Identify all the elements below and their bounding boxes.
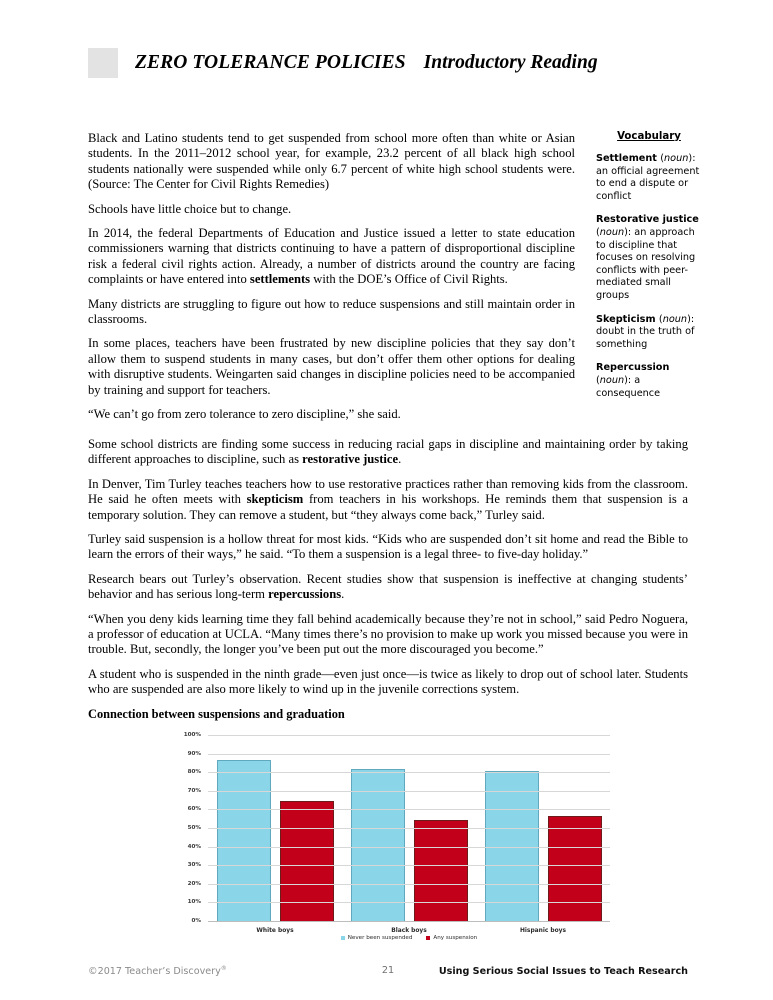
paragraph-text: “When you deny kids learning time they fall behind academically because they’re not in school,” said Pedro Noguera, a professor of education at UCLA. “Many times there’s no provision to make up work you missed because you were in trouble. But, secondly, the longer you’ve been put out the more discouraged you become.”: [88, 611, 688, 657]
paragraph: [88, 532, 688, 563]
chart-legend-item: [426, 935, 477, 941]
chart-y-tick-label: 10%: [187, 899, 201, 906]
paragraph: [88, 336, 575, 398]
vocabulary-sidebar: [596, 131, 702, 411]
chart-bar: [548, 816, 602, 922]
paragraph-text: In some places, teachers have been frustrated by new discipline policies that they say don’t allow them to suspend students in many cases, but don’t offer them other options for dealing with disruptive students. Weingarten said changes in discipline policies need to be accompanied by training and support for teachers.: [88, 336, 575, 397]
vocabulary-definition: : an approach to discipline that focuses on resolving conflicts with peer-mediated small groups: [596, 226, 696, 301]
vocabulary-term-inline: restorative justice: [302, 452, 399, 467]
paragraph-text: Turley said suspension is a hollow threat for most kids. “Kids who are suspended don’t sit home and read the Bible to learn the errors of their ways,” he said. “To them a suspension is a legal three- to five-day holiday.”: [88, 532, 688, 562]
paragraph: [88, 407, 575, 422]
paragraph: [88, 297, 575, 328]
chart-y-tick-label: 60%: [187, 806, 201, 813]
chart-gridline: [191, 918, 610, 924]
vocabulary-entry: [596, 153, 702, 203]
vocabulary-pos-close: ): [688, 153, 693, 164]
vocabulary-term-inline: skepticism: [246, 492, 304, 507]
vocabulary-pos-open: (: [596, 374, 600, 386]
chart-category-label: Black boys: [391, 928, 427, 934]
paragraph: [88, 131, 575, 193]
vocabulary-term-inline: settlements: [249, 272, 311, 287]
paragraph-text: In Denver, Tim Turley teaches teachers how to use restorative practices rather than removing kids from the classroom. He said he often meets with: [88, 476, 688, 507]
vocabulary-heading: Vocabulary: [617, 131, 681, 142]
paragraph-text: Black and Latino students tend to get suspended from school more often than white or Asian students. In the 2011–2012 school year, for example, 23.2 percent of all black high school students nationally were suspended while only 6.7 percent of white high school students were. (Source: The Center for Civil Rights Remedies): [88, 131, 575, 192]
chart-gridline: [187, 769, 610, 776]
chart-legend-swatch: [426, 936, 430, 940]
article-full-width: [88, 437, 688, 698]
chart-gridline: [187, 862, 610, 869]
chart-gridline: [187, 825, 610, 831]
paragraph: [88, 477, 688, 523]
paragraph-text: Schools have little choice but to change.: [88, 201, 292, 216]
chart-gridline: [183, 732, 610, 738]
chart-y-tick-label: 90%: [187, 750, 201, 757]
vocabulary-entry: [596, 362, 702, 400]
header-color-swatch: [88, 48, 118, 78]
vocabulary-part-of-speech: noun: [599, 226, 625, 238]
vocabulary-pos-close: ): [624, 374, 628, 386]
paragraph: [88, 226, 575, 288]
chart-y-tick-label: 70%: [187, 787, 201, 794]
paragraph-text: Research bears out Turley’s observation. Recent studies show that suspension is ineffective at changing students’ behavior and has serious long-term: [88, 571, 688, 602]
chart-title: Connection between suspensions and graduation: [88, 707, 345, 721]
vocabulary-pos-open: (: [596, 226, 600, 238]
chart-bar: [414, 820, 468, 922]
chart-bar: [217, 760, 271, 922]
vocabulary-pos-open: (: [660, 153, 665, 164]
vocabulary-pos-close: ): [687, 313, 691, 325]
chart-gridline: [187, 899, 610, 906]
chart-legend-label: Never been suspended: [347, 935, 413, 941]
chart-bar-group: [342, 736, 476, 934]
chart-category-label: White boys: [256, 928, 294, 934]
chart-bar-group: [476, 736, 610, 934]
vocabulary-term: Skepticism: [596, 313, 659, 325]
vocabulary-pos-close: ): [624, 226, 628, 238]
vocabulary-definition: : an official agreement to end a dispute or conflict: [596, 153, 700, 202]
chart-gridline: [187, 806, 610, 813]
article-column: [88, 131, 575, 423]
paragraph-text: .: [341, 587, 345, 602]
vocabulary-term: Restorative justice: [596, 214, 699, 226]
paragraph-text: In 2014, the federal Departments of Education and Justice issued a letter to state education commissioners warning that districts continuing to have a pattern of disproportional discipline risk a federal civil rights action. Already, a number of districts around the country are facing complaints or have entered into: [88, 226, 575, 287]
chart-bar: [280, 801, 334, 922]
paragraph-text: from teachers in his workshops. He reminds them that suspension is a temporary solution. They can remove a student, but “they always come back,” Turley said.: [88, 492, 688, 522]
chart-gridline: [187, 843, 610, 850]
paragraph: [88, 437, 688, 468]
paragraph-text: Some school districts are finding some success in reducing racial gaps in discipline and maintaining order by taking different approaches to discipline, such as: [88, 437, 688, 467]
chart-bar-groups: [208, 736, 610, 934]
page-header: [88, 48, 688, 78]
chart-legend: [208, 935, 610, 941]
chart-y-tick-label: 100%: [183, 732, 201, 738]
chart-y-tick-label: 30%: [187, 862, 201, 869]
paragraph-text: with the DOE’s Office of Civil Rights.: [310, 272, 508, 287]
vocabulary-definition: : a consequence: [596, 374, 661, 399]
chart-y-tick-label: 50%: [187, 825, 201, 831]
vocabulary-part-of-speech: noun: [664, 153, 689, 164]
suspension-graduation-chart: [150, 730, 630, 945]
vocabulary-term: Repercussion: [596, 362, 670, 374]
paragraph: [88, 667, 688, 698]
paragraph-text: A student who is suspended in the ninth grade—even just once—is twice as likely to drop out of school later. Students who are suspended are also more likely to wind up in the juvenile corrections system.: [88, 666, 688, 697]
vocabulary-pos-open: (: [658, 313, 663, 325]
page-subtitle: Introductory Reading: [423, 52, 598, 73]
vocabulary-term: Settlement: [596, 153, 661, 164]
chart-gridline: [187, 787, 610, 794]
footer-book-title: Using Serious Social Issues to Teach Research: [438, 966, 688, 978]
chart-legend-label: Any suspension: [433, 935, 478, 941]
vocabulary-term-inline: repercussions: [268, 587, 342, 602]
chart-plot-area: [183, 732, 610, 934]
paragraph-text: Many districts are struggling to figure out how to reduce suspensions and still maintain order in classrooms.: [88, 296, 575, 327]
vocabulary-definition: : doubt in the truth of something: [596, 313, 695, 350]
vocabulary-entry: [596, 314, 702, 352]
chart-y-tick-label: 20%: [187, 880, 201, 887]
chart-bar-group: [208, 736, 342, 934]
footer-copyright-text: ©2017 Teacher’s Discovery: [88, 966, 221, 978]
vocabulary-part-of-speech: noun: [599, 374, 625, 386]
footer-page-number: 21: [381, 965, 395, 976]
paragraph: [88, 572, 688, 603]
registered-trademark-icon: ®: [220, 965, 227, 972]
paragraph-text: “We can’t go from zero tolerance to zero discipline,” she said.: [88, 407, 401, 422]
chart-legend-swatch: [341, 936, 345, 940]
chart-category-label: Hispanic boys: [519, 928, 566, 934]
chart-y-tick-label: 40%: [187, 843, 201, 850]
page-footer: [88, 965, 688, 977]
chart-gridline: [187, 750, 610, 757]
vocabulary-part-of-speech: noun: [662, 313, 688, 325]
paragraph-text: .: [398, 452, 402, 467]
vocabulary-entry: [596, 214, 702, 302]
paragraph: [88, 612, 688, 658]
page-title: ZERO TOLERANCE POLICIES: [135, 52, 406, 73]
chart-y-tick-label: 80%: [187, 769, 201, 776]
paragraph: [88, 202, 575, 217]
chart-y-tick-label: 0%: [191, 918, 201, 924]
chart-legend-item: [341, 935, 413, 941]
chart-gridline: [187, 880, 610, 887]
